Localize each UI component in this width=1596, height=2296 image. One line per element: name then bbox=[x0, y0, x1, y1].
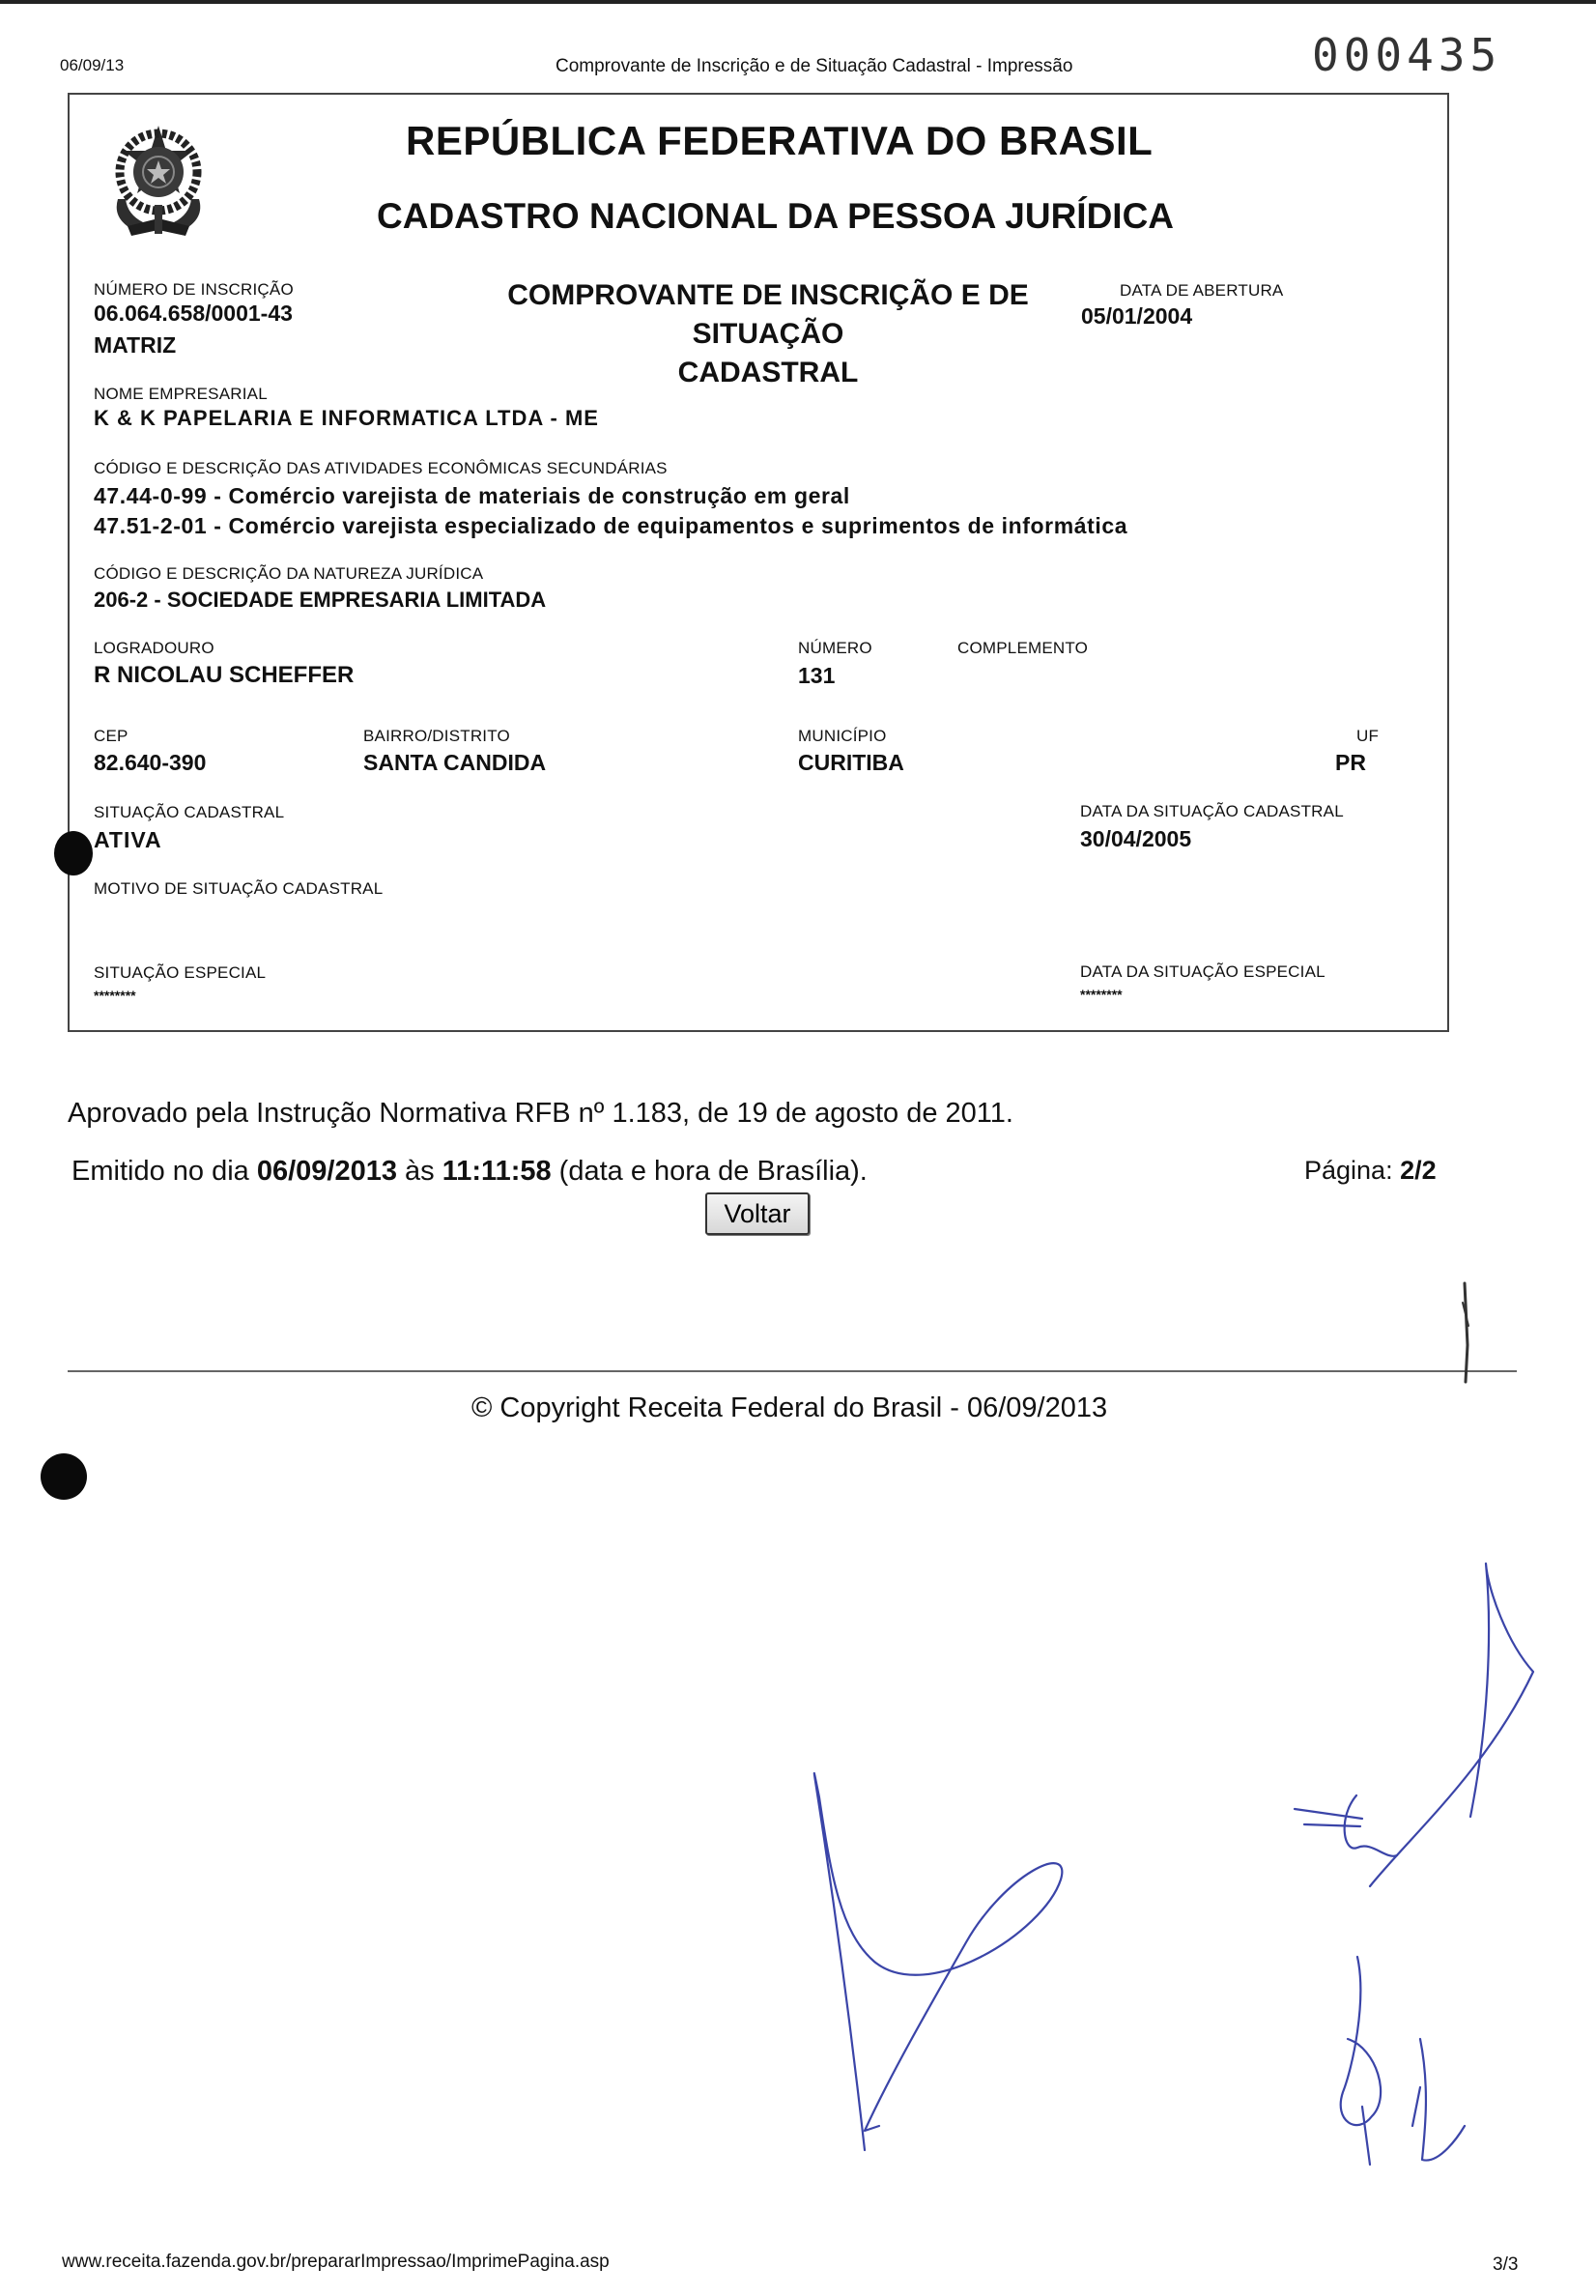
data-abertura-label: DATA DE ABERTURA bbox=[1120, 281, 1284, 300]
data-situacao-especial-value: ******** bbox=[1080, 987, 1123, 1002]
situacao-especial-label: SITUAÇÃO ESPECIAL bbox=[94, 963, 267, 982]
atividades-label: CÓDIGO E DESCRIÇÃO DAS ATIVIDADES ECONÔMICAS SECUNDÁRIAS bbox=[94, 459, 668, 477]
situacao-value: ATIVA bbox=[94, 827, 162, 852]
atividade-2: 47.51-2-01 - Comércio varejista especializado de equipamentos e suprimentos de informática bbox=[94, 513, 1128, 538]
atividade-1: 47.44-0-99 - Comércio varejista de materiais de construção em geral bbox=[94, 483, 850, 508]
emitido-time: 11:11:58 bbox=[442, 1156, 552, 1187]
bairro-value: SANTA CANDIDA bbox=[363, 750, 547, 775]
title-comprovante-line2: CADASTRAL bbox=[677, 357, 859, 388]
numero-label: NÚMERO bbox=[798, 639, 872, 657]
cep-label: CEP bbox=[94, 727, 128, 745]
tipo-value: MATRIZ bbox=[94, 332, 177, 358]
data-situacao-label: DATA DA SITUAÇÃO CADASTRAL bbox=[1080, 802, 1344, 820]
aprovado-text: Aprovado pela Instrução Normativa RFB nº 1.183, de 19 de agosto de 2011. bbox=[68, 1098, 1013, 1129]
emitido-date: 06/09/2013 bbox=[256, 1156, 397, 1187]
print-title: Comprovante de Inscrição e de Situação Cadastral - Impressão bbox=[556, 56, 1073, 76]
data-abertura-value: 05/01/2004 bbox=[1081, 303, 1193, 329]
emitido-suffix: (data e hora de Brasília). bbox=[551, 1156, 868, 1187]
print-date: 06/09/13 bbox=[60, 56, 125, 74]
voltar-button[interactable]: Voltar bbox=[705, 1192, 810, 1235]
logradouro-label: LOGRADOURO bbox=[94, 639, 214, 657]
print-page-count: 3/3 bbox=[1493, 2254, 1519, 2275]
natureza-label: CÓDIGO E DESCRIÇÃO DA NATUREZA JURÍDICA bbox=[94, 564, 484, 583]
title-comprovante-line1: COMPROVANTE DE INSCRIÇÃO E DE SITUAÇÃO bbox=[507, 279, 1029, 350]
situacao-especial-value: ******** bbox=[94, 988, 136, 1003]
numero-inscricao-value: 06.064.658/0001-43 bbox=[94, 301, 293, 326]
nome-value: K & K PAPELARIA E INFORMATICA LTDA - ME bbox=[94, 406, 599, 430]
cep-value: 82.640-390 bbox=[94, 750, 207, 775]
pagina-value: 2/2 bbox=[1400, 1156, 1437, 1185]
logradouro-value: R NICOLAU SCHEFFER bbox=[94, 662, 355, 688]
complemento-label: COMPLEMENTO bbox=[957, 639, 1089, 657]
natureza-value: 206-2 - SOCIEDADE EMPRESARIA LIMITADA bbox=[94, 588, 547, 612]
emitido-prefix: Emitido no dia bbox=[71, 1156, 257, 1187]
emitido-mid: às bbox=[396, 1156, 442, 1187]
print-url: www.receita.fazenda.gov.br/prepararImpressao/ImprimePagina.asp bbox=[62, 2252, 610, 2272]
title-republica: REPÚBLICA FEDERATIVA DO BRASIL bbox=[406, 118, 1154, 163]
numero-value: 131 bbox=[798, 663, 836, 688]
municipio-label: MUNICÍPIO bbox=[798, 727, 887, 745]
title-cadastro: CADASTRO NACIONAL DA PESSOA JURÍDICA bbox=[377, 196, 1175, 236]
uf-value: PR bbox=[1335, 750, 1366, 775]
motivo-label: MOTIVO DE SITUAÇÃO CADASTRAL bbox=[94, 879, 384, 898]
municipio-value: CURITIBA bbox=[798, 750, 904, 775]
bairro-label: BAIRRO/DISTRITO bbox=[363, 727, 510, 745]
stamp-number: 000435 bbox=[1312, 29, 1502, 81]
nome-label: NOME EMPRESARIAL bbox=[94, 385, 268, 403]
situacao-label: SITUAÇÃO CADASTRAL bbox=[94, 803, 285, 821]
data-situacao-especial-label: DATA DA SITUAÇÃO ESPECIAL bbox=[1080, 962, 1325, 981]
numero-inscricao-label: NÚMERO DE INSCRIÇÃO bbox=[94, 280, 294, 299]
copyright-text: © Copyright Receita Federal do Brasil - 06/09/2013 bbox=[471, 1392, 1108, 1423]
uf-label: UF bbox=[1356, 727, 1380, 745]
pagina-label: Página: bbox=[1304, 1156, 1401, 1185]
data-situacao-value: 30/04/2005 bbox=[1080, 826, 1192, 851]
